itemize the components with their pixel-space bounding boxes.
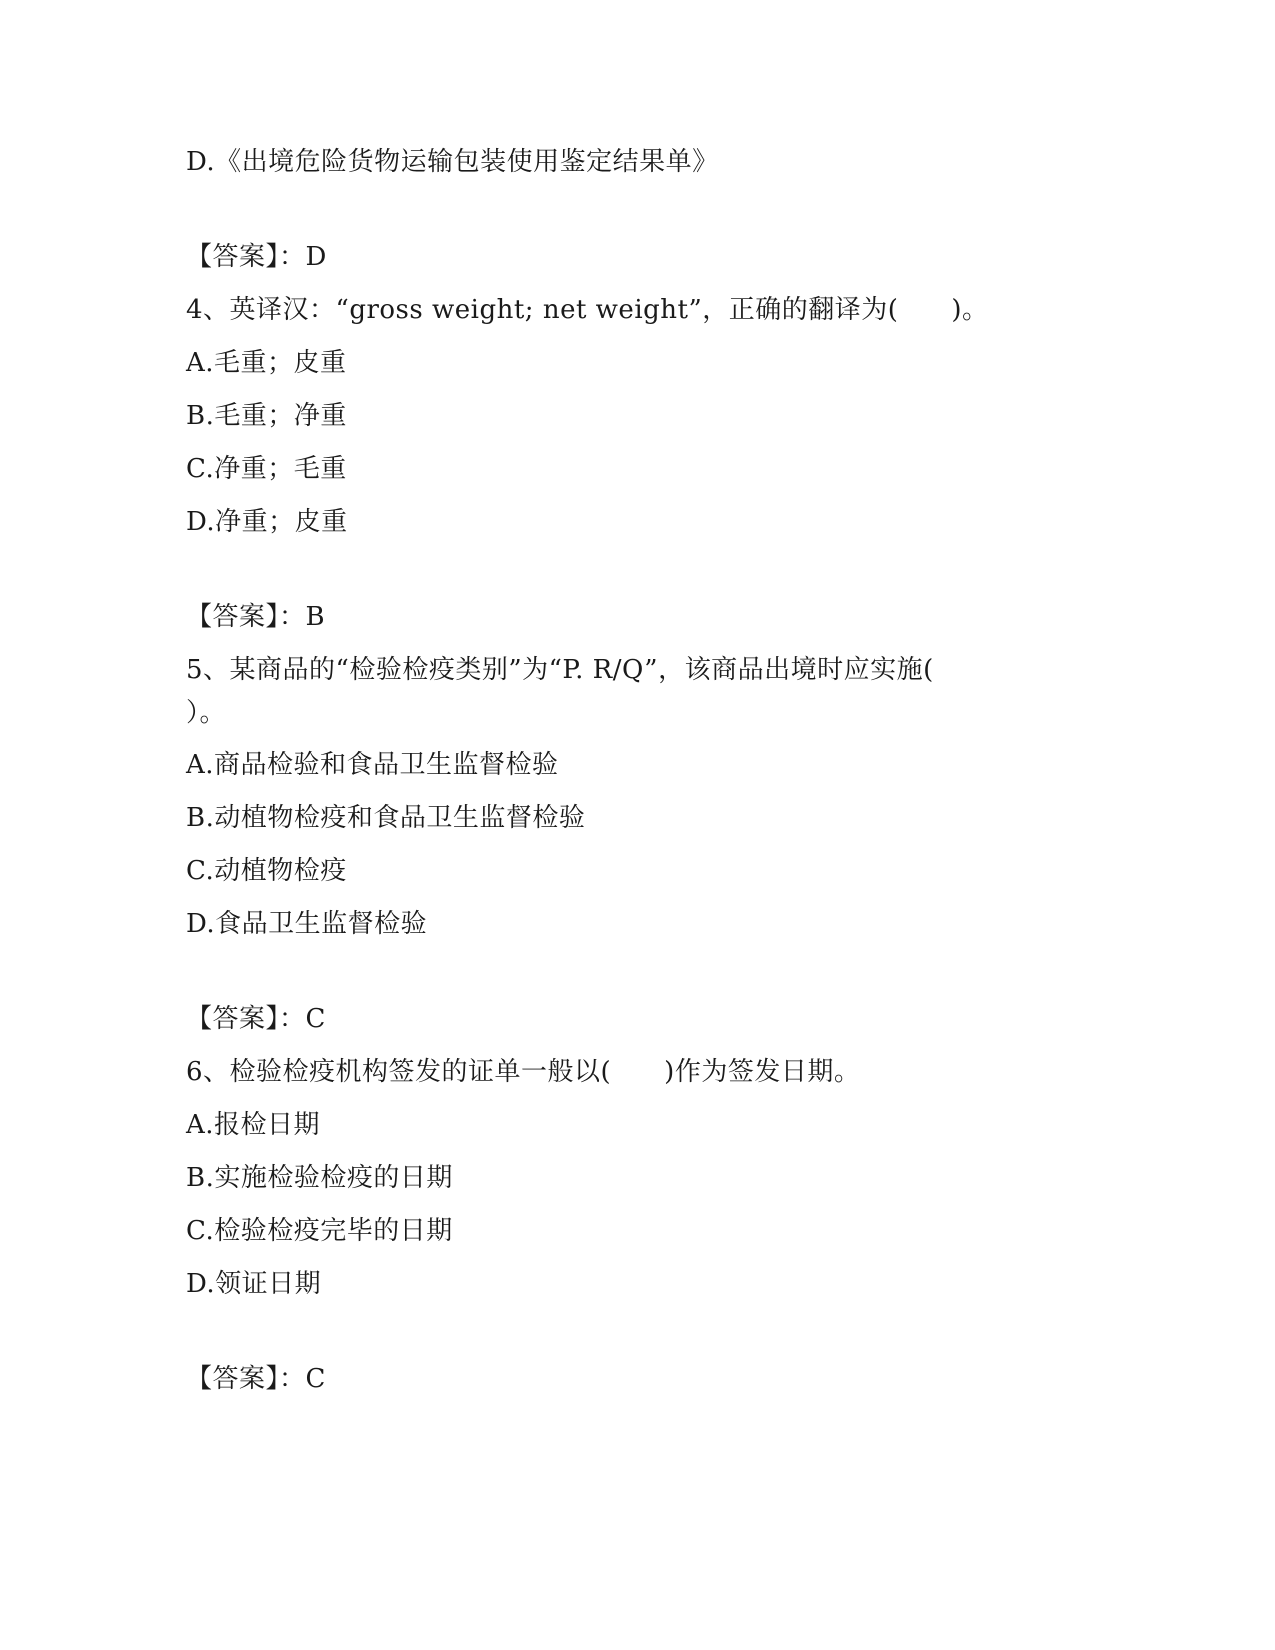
q4-option-c: C.净重；毛重 [186, 454, 347, 484]
q6-option-b: B.实施检验检疫的日期 [186, 1163, 453, 1193]
q5-option-a: A.商品检验和食品卫生监督检验 [186, 750, 559, 780]
q5-answer: 【答案】：C [186, 1004, 326, 1034]
q3-answer: 【答案】：D [186, 242, 327, 272]
q4-option-a: A.毛重；皮重 [186, 348, 347, 378]
q4-option-b: B.毛重；净重 [186, 401, 347, 431]
q5-option-d: D.食品卫生监督检验 [186, 909, 428, 939]
q6-option-d: D.领证日期 [186, 1269, 322, 1299]
q4-question: 4、英译汉：“gross weight; net weight”，正确的翻译为( )。 [186, 295, 989, 325]
q5-option-c: C.动植物检疫 [186, 856, 347, 886]
q5-question-line2: ）。 [186, 698, 227, 728]
q5-option-b: B.动植物检疫和食品卫生监督检验 [186, 803, 586, 833]
q6-option-c: C.检验检疫完毕的日期 [186, 1216, 453, 1246]
q6-option-a: A.报检日期 [186, 1110, 321, 1140]
q4-option-d: D.净重；皮重 [186, 507, 348, 537]
q3-option-d: D.《出境危险货物运输包装使用鉴定结果单》 [186, 147, 719, 177]
q4-answer: 【答案】：B [186, 602, 326, 632]
q6-question: 6、检验检疫机构签发的证单一般以( )作为签发日期。 [186, 1057, 861, 1087]
q5-question-line1: 5、某商品的“检验检疫类别”为“P. R/Q”，该商品出境时应实施( [186, 655, 934, 685]
q6-answer: 【答案】：C [186, 1364, 326, 1394]
